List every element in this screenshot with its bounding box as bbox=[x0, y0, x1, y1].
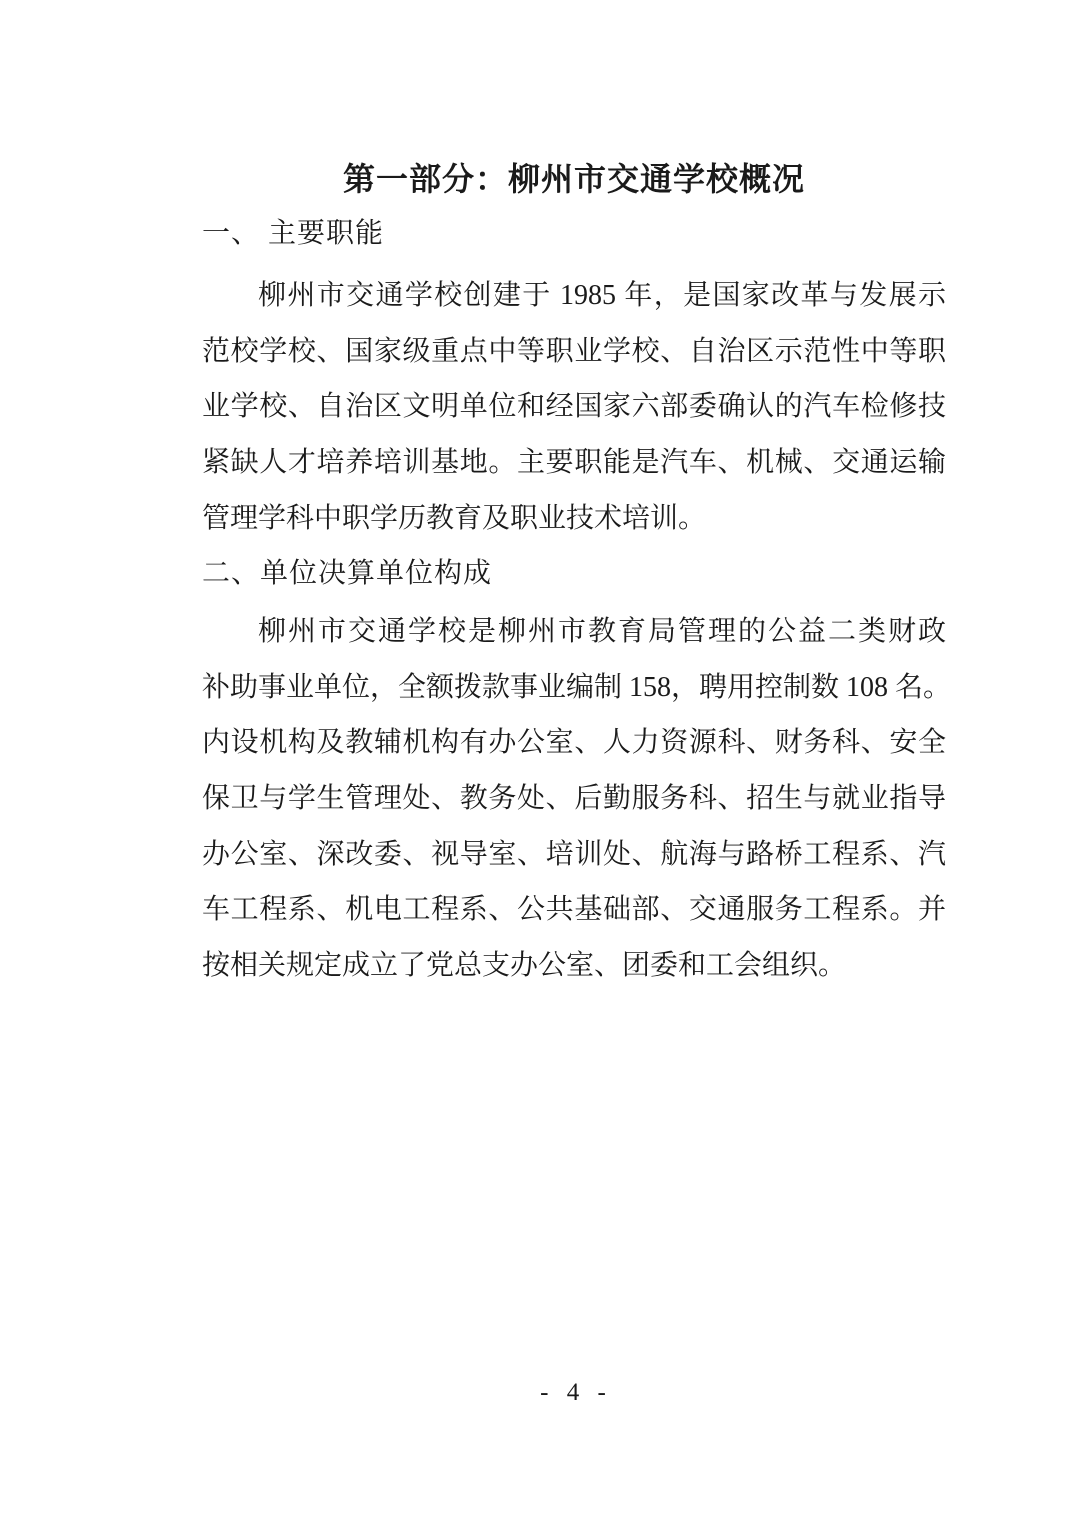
page-number: - 4 - bbox=[540, 1379, 608, 1406]
section-1-heading: 一、 主要职能 bbox=[202, 218, 385, 249]
paragraph-line: 业学校、自治区文明单位和经国家六部委确认的汽车检修技 bbox=[202, 391, 946, 423]
paragraph-line: 按相关规定成立了党总支办公室、团委和工会组织。 bbox=[202, 950, 847, 982]
paragraph-line: 保卫与学生管理处、教务处、后勤服务科、招生与就业指导 bbox=[202, 783, 946, 815]
paragraph-line: 柳州市交通学校创建于 1985 年，是国家改革与发展示 bbox=[258, 280, 946, 311]
paragraph-line: 补助事业单位，全额拨款事业编制 158，聘用控制数 108 名。 bbox=[202, 671, 952, 703]
paragraph-line: 范校学校、国家级重点中等职业学校、自治区示范性中等职 bbox=[202, 335, 946, 367]
section-2-heading: 二、单位决算单位构成 bbox=[202, 558, 493, 589]
page-title: 第一部分：柳州市交通学校概况 bbox=[342, 161, 805, 197]
paragraph-line: 车工程系、机电工程系、公共基础部、交通服务工程系。并 bbox=[202, 894, 946, 926]
section-2-paragraph bbox=[202, 604, 952, 994]
paragraph-line: 紧缺人才培养培训基地。主要职能是汽车、机械、交通运输 bbox=[202, 447, 946, 479]
section-1-paragraph bbox=[202, 268, 946, 546]
paragraph-line: 管理学科中职学历教育及职业技术培训。 bbox=[202, 502, 707, 534]
paragraph-line: 内设机构及教辅机构有办公室、人力资源科、财务科、安全 bbox=[202, 727, 946, 759]
paragraph-line: 柳州市交通学校是柳州市教育局管理的公益二类财政 bbox=[258, 616, 946, 647]
paragraph-line: 办公室、深改委、视导室、培训处、航海与路桥工程系、汽 bbox=[202, 838, 946, 870]
